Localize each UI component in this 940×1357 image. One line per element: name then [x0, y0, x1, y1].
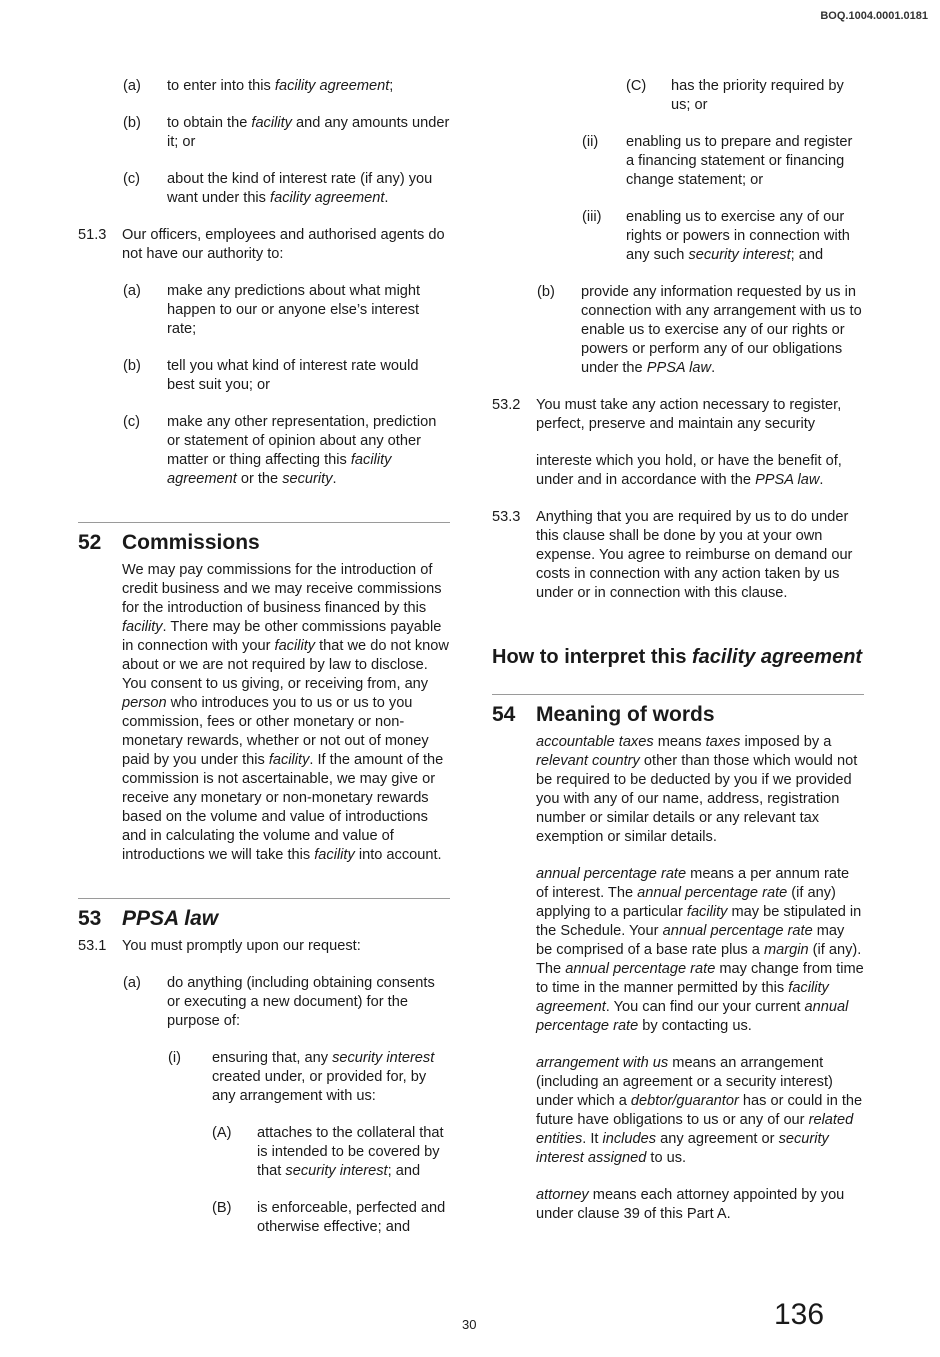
document-id: BOQ.1004.0001.0181 [820, 10, 928, 22]
item-label: (c) [123, 414, 141, 430]
list-item [492, 77, 864, 115]
item-label: (c) [123, 171, 141, 187]
clause-number: 53.1 [78, 938, 107, 954]
clause-53-3 [492, 508, 864, 603]
item-label: (b) [123, 115, 141, 131]
section-number: 52 [78, 531, 102, 554]
item-label: (A) [212, 1125, 232, 1141]
item-text: make any predictions about what might happen to our or anyone else’s interest rate; [167, 283, 421, 337]
list-item [78, 974, 450, 1031]
list-item [78, 114, 450, 152]
item-label: (i) [168, 1050, 181, 1066]
part-heading: How to interpret this facility agreement [492, 646, 863, 668]
item-label: (iii) [582, 209, 602, 225]
item-text: to enter into this facility agreement; [167, 78, 394, 94]
item-text: is enforceable, perfected and otherwise effective; and [257, 1200, 446, 1235]
item-label: (b) [537, 284, 555, 300]
section-number: 54 [492, 703, 516, 726]
left-column [78, 77, 450, 1237]
section-divider [78, 522, 450, 523]
list-item [492, 208, 864, 265]
page-number: 30 [462, 1317, 477, 1332]
section-title: PPSA law [122, 907, 219, 930]
item-text: enabling us to exercise any of our rights or powers in connection with any such security interest; and [626, 209, 850, 263]
clause-number: 53.3 [492, 509, 521, 525]
clause-51-3 [78, 226, 450, 264]
definition: attorney means each attorney appointed by you under clause 39 of this Part A. [536, 1187, 845, 1222]
list-item [492, 283, 864, 378]
list-item [78, 1199, 450, 1237]
item-label: (a) [123, 975, 141, 991]
section-heading-52 [78, 530, 450, 556]
list-item [492, 133, 864, 190]
list-item [78, 170, 450, 208]
item-label: (B) [212, 1200, 232, 1216]
right-column [492, 77, 864, 1224]
section-title: Commissions [122, 531, 260, 554]
clause-text: Our officers, employees and authorised agents do not have our authority to: [122, 227, 445, 262]
section-52-body: We may pay commissions for the introduction of credit business and we may receive commissions for the introduction of business financed by this facility. There may be other commissions payable in connection with your facility that we do not know about or we are not required by law to disclose. You consent to us giving, or receiving from, any person who introduces you to us or us to you commission, fees or other monetary or non-monetary rewards, whether or not out of money paid by you under this facility. If the amount of the commission is not ascertainable, we may give or receive any monetary or non-monetary rewards based on the volume and value of introductions and in calculating the volume and value of introductions we will take this facility into account. [122, 562, 449, 863]
definition: accountable taxes means taxes imposed by a relevant country other than those which would not be required to be deducted by you if we provided you with any of our name, address, registration number or similar details or any relevant tax exemption or similar details. [536, 734, 858, 845]
list-item [78, 1049, 450, 1106]
section-heading-54 [492, 702, 864, 728]
clause-53-1 [78, 937, 450, 956]
item-label: (a) [123, 283, 141, 299]
clause-text: You must promptly upon our request: [122, 938, 361, 954]
section-number: 53 [78, 907, 102, 930]
list-item [78, 282, 450, 339]
clause-53-2 [492, 396, 864, 434]
clause-text: You must take any action necessary to register, perfect, preserve and maintain any security [536, 397, 842, 432]
section-divider [78, 898, 450, 899]
section-divider [492, 694, 864, 695]
item-label: (a) [123, 78, 141, 94]
list-item [78, 77, 450, 96]
list-item [78, 1124, 450, 1181]
item-text: provide any information requested by us in connection with any arrangement with us to enable us to exercise any of our rights or powers or perform any of our obligations under the PPSA law. [581, 284, 862, 376]
clause-number: 53.2 [492, 397, 521, 413]
item-label: (ii) [582, 134, 599, 150]
item-text: make any other representation, prediction or statement of opinion about any other matter or thing affecting this facility agreement or the security. [167, 414, 437, 487]
definition: annual percentage rate means a per annum rate of interest. The annual percentage rate (if any) applying to a particular facility may be stipulated in the Schedule. Your annual percentage rate may be comprised of a base rate plus a margin (if any). The annual percentage rate may change from time to time in the manner permitted by this facility agreement. You can find our your current annual percentage rate by contacting us. [536, 866, 864, 1034]
definition: arrangement with us means an arrangement (including an agreement or a security interest) under which a debtor/guarantor has or could in the future have obligations to us or any of our related entities. It includes any agreement or security interest assigned to us. [536, 1055, 863, 1166]
section-title: Meaning of words [536, 703, 715, 726]
section-heading-53 [78, 906, 450, 932]
clause-number: 51.3 [78, 227, 107, 243]
item-text: tell you what kind of interest rate would best suit you; or [167, 358, 419, 393]
clause-53-2-continued: intereste which you hold, or have the benefit of, under and in accordance with the PPSA law. [536, 453, 842, 488]
item-text: enabling us to prepare and register a financing statement or financing change statement; or [626, 134, 853, 188]
list-item [78, 357, 450, 395]
item-text: has the priority required by us; or [671, 78, 844, 113]
item-label: (b) [123, 358, 141, 374]
item-text: about the kind of interest rate (if any) you want under this facility agreement. [167, 171, 433, 206]
item-text: do anything (including obtaining consents or executing a new document) for the purpose of: [167, 975, 435, 1029]
stamp-number: 136 [774, 1298, 825, 1331]
item-text: to obtain the facility and any amounts under it; or [167, 115, 450, 150]
item-label: (C) [626, 78, 647, 94]
clause-text: Anything that you are required by us to do under this clause shall be done by you at your own expense. You agree to reimburse on demand our costs in connection with any action taken by us under or in connection with this clause. [536, 509, 853, 601]
list-item [78, 413, 450, 489]
item-text: ensuring that, any security interest created under, or provided for, by any arrangement with us: [212, 1050, 435, 1104]
item-text: attaches to the collateral that is intended to be covered by that security interest; and [257, 1125, 444, 1179]
